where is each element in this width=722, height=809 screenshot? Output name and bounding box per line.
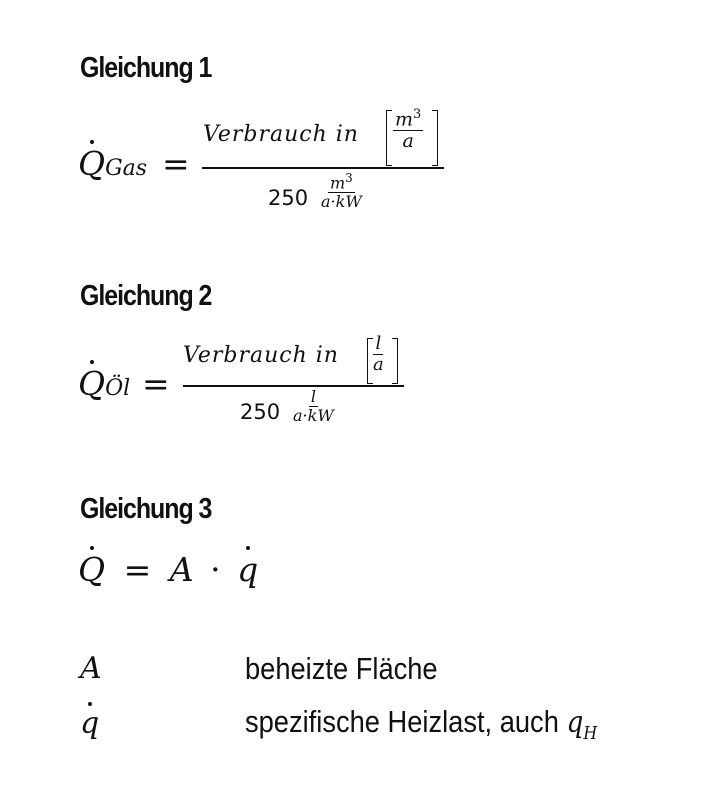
denominator-unit-fraction: $\frac{l}{a\cdot kW}$ (293, 387, 334, 425)
fraction-bar (183, 385, 404, 387)
equation-2-lhs (78, 364, 130, 403)
term-a: A (169, 550, 194, 589)
legend-symbol-q: q (80, 706, 100, 741)
equation-1-title: Gleichung 1 (80, 52, 212, 84)
denominator-unit-fraction: $\frac{m^3}{a\cdot kW}$ (321, 171, 362, 211)
equals-sign: = (162, 144, 190, 183)
legend-description-q: spezifische Heizlast, auch $q_H$ (245, 704, 598, 744)
equation-1-lhs (78, 144, 147, 183)
denominator-value: 250 (268, 186, 309, 210)
equals-sign: = (123, 550, 152, 589)
term-q-dot: q (237, 550, 259, 589)
equation-2-title: Gleichung 2 (80, 280, 212, 312)
unit-fraction: $\frac{l}{a}$ (373, 333, 384, 375)
equation-3 (78, 550, 258, 589)
alt-symbol-qh: $q_H$ (566, 705, 598, 744)
q-dot-symbol: Q (78, 144, 106, 183)
unit-fraction: $\frac{m^3}{a}$ (395, 107, 422, 153)
dot-operator: · (210, 550, 221, 589)
fraction-bar (202, 167, 444, 169)
bracket-right (432, 110, 438, 166)
bracket-left (386, 110, 392, 166)
q-dot-symbol: Q (78, 364, 106, 403)
q-dot-symbol: Q (78, 550, 106, 589)
legend-description-a: beheizte Fläche (245, 651, 438, 686)
equation-3-title: Gleichung 3 (80, 493, 212, 525)
denominator-value: 250 (240, 400, 281, 424)
numerator-text: Verbrauch in (203, 122, 359, 147)
numerator-text: Verbrauch in (183, 343, 339, 368)
bracket-right (392, 338, 398, 384)
lhs-subscript-gas: Gas (105, 156, 148, 181)
lhs-subscript-oel: Öl (105, 376, 131, 401)
equals-sign: = (142, 364, 170, 403)
legend-symbol-a: A (80, 651, 102, 686)
